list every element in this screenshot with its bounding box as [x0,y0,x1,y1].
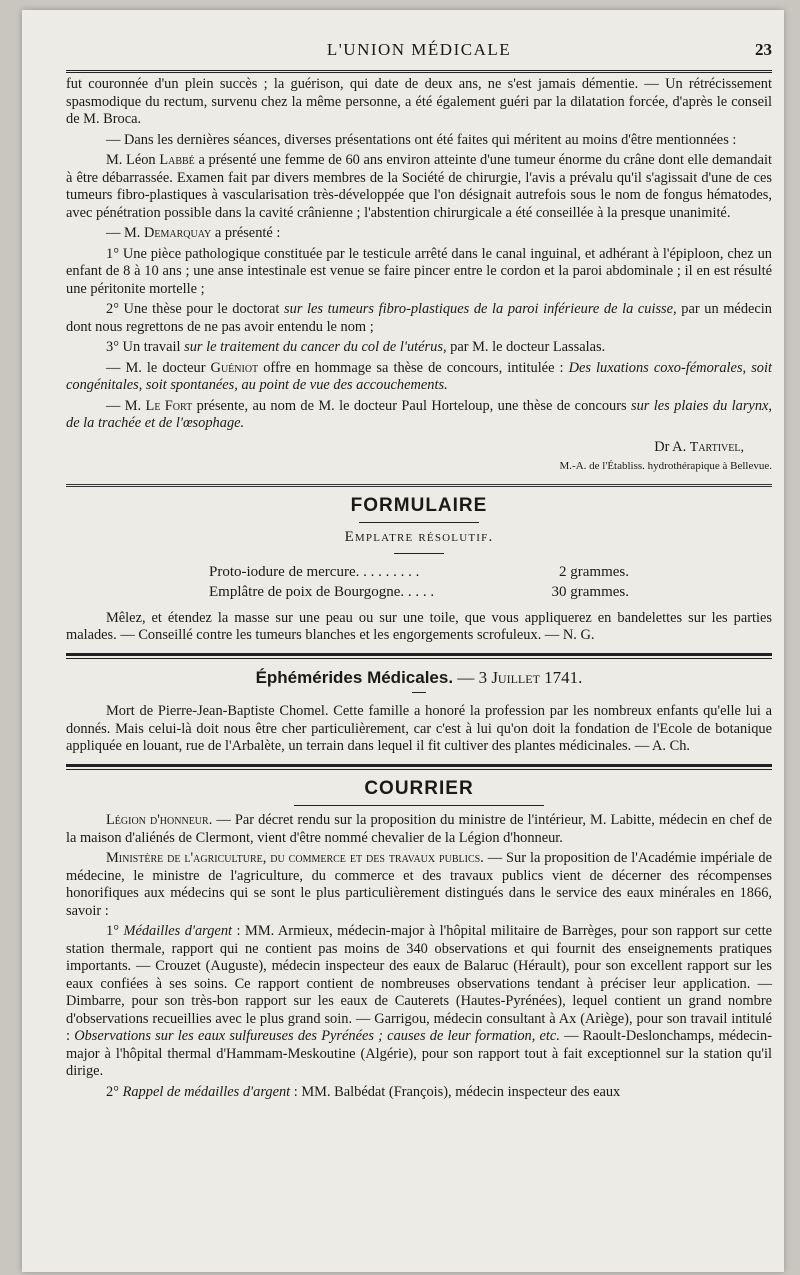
paragraph-labbe [66,152,772,222]
section-divider [66,653,772,659]
paragraph-demarquay [66,225,772,243]
courrier-title: COURRIER [364,777,474,799]
item3-start: 3° Un travail [106,339,185,355]
paragraph-ministere [66,850,772,920]
recipe-row [209,562,629,582]
lefort-prefix: — M. [106,397,146,414]
legion-heading: Légion d'honneur. [106,812,213,828]
page-number: 23 [755,40,772,59]
demarquay-item-2 [66,301,772,336]
gueniot-thesis-title: Des luxations coxo-fémorales, soit congénitales, soit spontanées, au point de vue des accouchements. [66,359,772,393]
courrier-underline [294,805,544,806]
signature-affiliation: M.-A. de l'Établiss. hydrothérapique à Bellevue. [559,460,772,472]
item2-start: 2° Une thèse pour le doctorat [106,301,285,317]
legion-text: — Par décret rendu sur la proposition du ministre de l'intérieur, M. Labitte, médecin en chef de la maison d'aliénés de Clermont, vient d'être nommé chevalier de la Légion d'honneur. [66,812,772,846]
ministere-text: — Sur la proposition de l'Académie impériale de médecine, le ministre de l'agriculture, du commerce et des travaux publics vient de décerner des récompenses honorifiques aux médecins qui se sont le plus particulièrement distingués dans le service des eaux minérales en 1866, savoir : [66,850,772,919]
med1-heading: Médailles d'argent [123,923,233,939]
running-header [66,40,772,66]
ephemerides-date: — 3 Juillet 1741. [453,667,583,687]
ephemerides-heading: Éphémérides Médicales. [255,667,454,687]
gueniot-text: offre en hommage sa thèse de concours, intitulée : [258,359,569,376]
paragraph-legion [66,812,772,847]
med1-num: 1° [106,923,124,939]
author-demarquay: Demarquay [143,225,212,241]
journal-title: L'UNION MÉDICALE [326,40,512,59]
author-labbe: Labbé [159,152,195,168]
section-divider [66,764,772,770]
item3-title: sur le traitement du cancer du col de l'utérus, [184,339,447,355]
section-divider [66,484,772,487]
recipe-qty: 30 grammes. [551,583,629,600]
paragraph-continuation: fut couronnée d'un plein succès ; la guérison, qui date de deux ans, ne s'est jamais démentie. — Un rétrécissement spasmodique du rectum, survenu chez la même personne, a été également guéri par la dilatation forcée, d'après le conseil de M. Broca. [66,76,772,127]
recipe-qty: 2 grammes. [559,563,629,580]
subtitle-rule [394,553,444,554]
recipe-table [209,562,629,602]
header-rule [66,70,772,73]
labbe-text: a présenté une femme de 60 ans environ atteinte d'une tumeur énorme du crâne dont elle demandait à être débarrassée. Examen fait par divers membres de la Société de chirurgie, l'avis a prévalu qu'il s'agissait d'une de ces tumeurs fibro-plastiques à vascularisation très-développée que l'on désignait autrefois sous le nom de fongus hématodes, avec pénétration possible dans la cavité crânienne ; l'abstention chirurgicale a été conseillée à la presque unanimité. [66,152,772,221]
med1-text-end: — Raoult-Deslonchamps, médecin-major à l'hôpital thermal d'Hammam-Meskoutine (Algérie), pour son rapport tout à fait exceptionnel sur la station qu'il dirige. [66,1028,772,1079]
paragraph-gueniot [66,360,772,395]
med2-num: 2° [106,1083,123,1100]
signature-name: Tartivel, [689,439,744,455]
signature-prefix: Dr A. [654,438,690,455]
formulaire-instructions: Mêlez, et étendez la masse sur une peau ou sur une toile, que vous appliquerez en bandelettes sur les parties malades. — Conseillé contre les tumeurs blanches et les engorgements scrofuleux. — N. G. [66,609,772,643]
paragraph-presentations: — Dans les dernières séances, diverses présentations ont été faites qui méritent au moins d'être mentionnées : [106,131,737,148]
demarquay-item-1: 1° Une pièce pathologique constituée par le testicule arrêté dans le canal inguinal, et adhérant à l'épiploon, chez un enfant de 8 à 10 ans ; une anse intestinale est venue se faire pincer entre le cordon et la paroi abdominale ; il en est résulté une péritonite mortelle ; [66,245,772,297]
lefort-text: présente, au nom de M. le docteur Paul Horteloup, une thèse de concours [192,397,632,414]
signature [66,439,744,457]
item2-title: sur les tumeurs fibro-plastiques de la paroi inférieure de la cuisse, [284,301,677,317]
recipe-item: Emplâtre de poix de Bourgogne. . . . . [209,583,435,600]
labbe-prefix: M. Léon [106,152,160,168]
article-body [66,76,772,1104]
demarquay-text: a présenté : [211,225,281,241]
gueniot-prefix: — M. le docteur [106,359,211,376]
paragraph-lefort [66,398,772,433]
med2-text: : MM. Balbédat (François), médecin inspecteur des eaux [290,1083,621,1100]
paragraph-rappel [66,1084,772,1102]
formulaire-subtitle: Emplatre résolutif. [344,529,494,545]
med1-text: : MM. Armieux, médecin-major à l'hôpital militaire de Barrèges, pour son rapport sur cette station thermale, rapport qui ne contient pas moins de 340 observations et qui fournit des enseignements pratiques importants. — Crouzet (Auguste), médecin inspecteur des eaux de Balaruc (Hérault), pour son excellent rapport sur les eaux confiées à ses soins. Ce rapport contient de nombreuses observations tendant à préciser leur application. — Dimbarre, pour son très-bon rapport sur les eaux de Cauterets (Hautes-Pyrénées), lequel contient un grand nombre d'observations recueillies avec le plus grand soin. — Garrigou, médecin consultant à Ax (Ariège), pour son travail intitulé : [66,923,772,1044]
author-gueniot: Guéniot [210,359,259,376]
lefort-thesis-title: sur les plaies du larynx, de la trachée et de l'œsophage. [66,397,773,431]
formulaire-underline [359,522,479,523]
ministere-heading: Ministère de l'agriculture, du commerce et des travaux publics. [106,850,484,866]
recipe-row [209,582,629,602]
item2-end: par un médecin dont nous regrettons de ne pas avoir entendu le nom ; [66,301,772,335]
paragraph-medailles [66,923,772,1081]
demarquay-prefix: — M. [106,225,144,241]
recipe-item: Proto-iodure de mercure. . . . . . . . . [209,563,420,580]
item3-end: par M. le docteur Lassalas. [446,339,606,355]
page [22,10,784,1272]
demarquay-item-3 [66,339,772,357]
ephemerides-title [66,669,772,687]
ephemerides-text: Mort de Pierre-Jean-Baptiste Chomel. Cette famille a honoré la profession par les nombreux enfants qu'elle lui a donnés. Mais celui-là doit nous être cher particulièrement, car c'est à lui qu'on doit la fondation de l'Ecole de botanique appliquée en louant, rue de l'Arbalète, un terrain dans lequel il fit cultiver des plantes médicinales. — A. Ch. [66,703,772,754]
formulaire-title: FORMULAIRE [350,494,488,516]
author-lefort: Le Fort [145,397,193,414]
med1-work-title: Observations sur les eaux sulfureuses des Pyrénées ; causes de leur formation, etc. [74,1028,560,1044]
med2-heading: Rappel de médailles d'argent [122,1083,291,1100]
ephemerides-rule [412,692,426,693]
